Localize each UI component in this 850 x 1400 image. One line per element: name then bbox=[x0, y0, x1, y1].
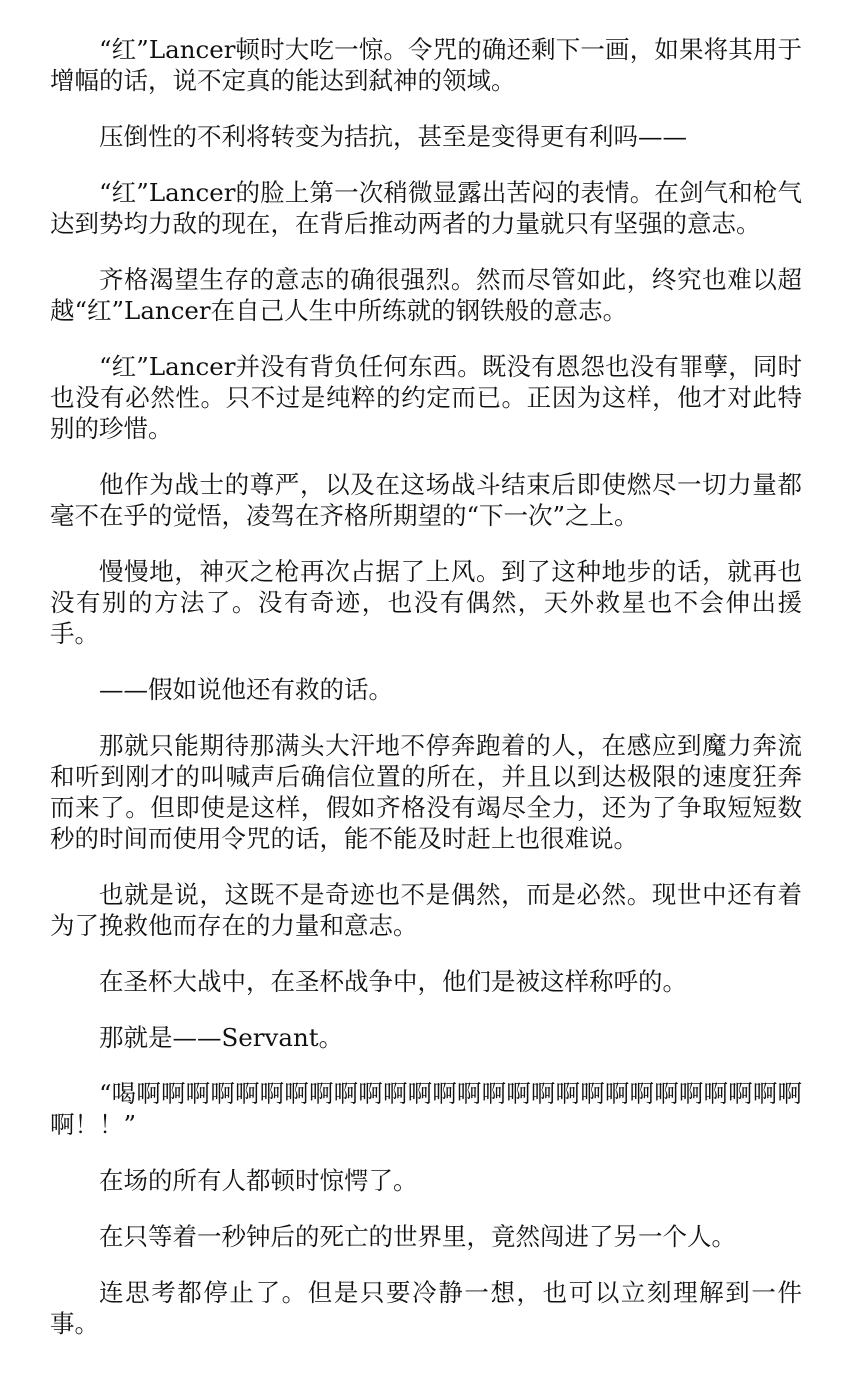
paragraph-12: 那就是——Servant。 bbox=[99, 1023, 344, 1052]
paragraph-14: 在场的所有人都顿时惊愕了。 bbox=[99, 1166, 418, 1195]
paragraph-1: “红”Lancer顿时大吃一惊。令咒的确还剩下一画，如果将其用于增幅的话，说不定真的能达到弑神的领域。 bbox=[50, 35, 802, 95]
paragraph-16: 连思考都停止了。但是只要冷静一想，也可以立刻理解到一件事。 bbox=[50, 1278, 802, 1338]
paragraph-15: 在只等着一秒钟后的死亡的世界里，竟然闯进了另一个人。 bbox=[99, 1222, 736, 1251]
paragraph-10: 也就是说，这既不是奇迹也不是偶然，而是必然。现世中还有着为了挽救他而存在的力量和意志。 bbox=[50, 880, 802, 940]
paragraph-13: “喝啊啊啊啊啊啊啊啊啊啊啊啊啊啊啊啊啊啊啊啊啊啊啊啊啊啊啊啊！！” bbox=[50, 1079, 802, 1139]
paragraph-2: 压倒性的不利将转变为拮抗，甚至是变得更有利吗—— bbox=[99, 122, 687, 151]
paragraph-7: 慢慢地，神灭之枪再次占据了上风。到了这种地步的话，就再也没有别的方法了。没有奇迹，也没有偶然，天外救星也不会伸出援手。 bbox=[50, 557, 802, 648]
paragraph-3: “红”Lancer的脸上第一次稍微显露出苦闷的表情。在剑气和枪气达到势均力敌的现在，在背后推动两者的力量就只有坚强的意志。 bbox=[50, 178, 802, 238]
paragraph-8: ——假如说他还有救的话。 bbox=[99, 675, 393, 704]
paragraph-6: 他作为战士的尊严，以及在这场战斗结束后即使燃尽一切力量都毫不在乎的觉悟，凌驾在齐格所期望的“下一次”之上。 bbox=[50, 470, 802, 530]
paragraph-11: 在圣杯大战中，在圣杯战争中，他们是被这样称呼的。 bbox=[99, 967, 687, 996]
paragraph-9: 那就只能期待那满头大汗地不停奔跑着的人，在感应到魔力奔流和听到刚才的叫喊声后确信位置的所在，并且以到达极限的速度狂奔而来了。但即使是这样，假如齐格没有竭尽全力，还为了争取短短数秒的时间而使用令咒的话，能不能及时赶上也很难说。 bbox=[50, 731, 802, 853]
paragraph-4: 齐格渴望生存的意志的确很强烈。然而尽管如此，终究也难以超越“红”Lancer在自己人生中所练就的钢铁般的意志。 bbox=[50, 265, 802, 325]
novel-page bbox=[50, 34, 802, 1364]
paragraph-5: “红”Lancer并没有背负任何东西。既没有恩怨也没有罪孽，同时也没有必然性。只不过是纯粹的约定而已。正因为这样，他才对此特别的珍惜。 bbox=[50, 352, 802, 443]
